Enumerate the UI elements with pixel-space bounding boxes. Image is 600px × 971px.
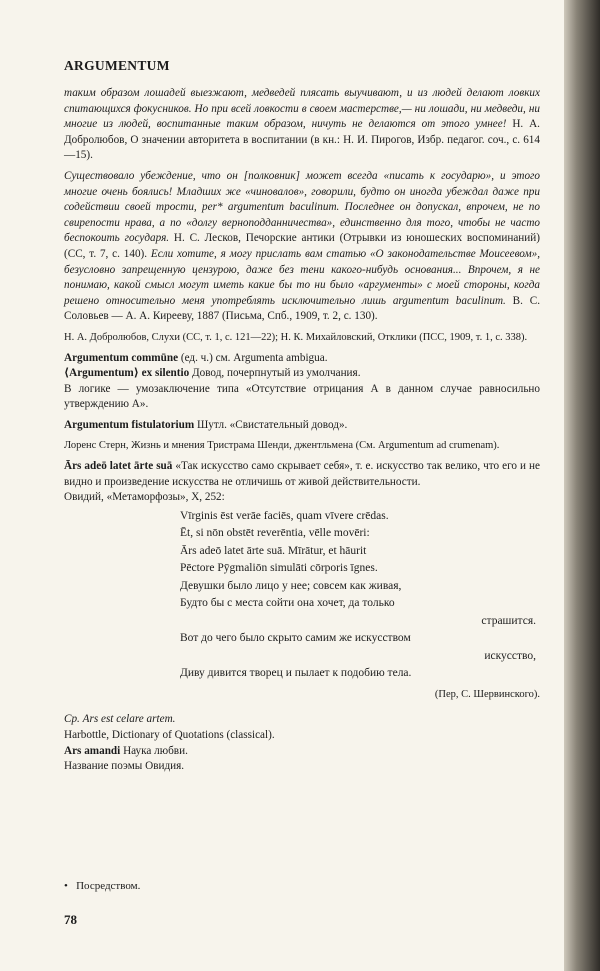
verse-line: Pēctore Pӯgmaliōn simulāti cōrporis īgnes. xyxy=(180,562,378,575)
page-number: 78 xyxy=(64,912,77,927)
verse-line: Ārs adeō latet ārte suā. Mīrātur, et hāurit xyxy=(180,544,367,557)
footnote-marker: • xyxy=(64,880,77,892)
verse-line: искусство, xyxy=(484,649,536,662)
entry-term: Argumentum fistulatorium xyxy=(64,418,195,431)
entry-term: Ars amandi xyxy=(64,744,121,757)
harbottle-reference: Harbottle, Dictionary of Quotations (classical). xyxy=(64,729,275,742)
quote-text: таким образом лошадей выезжают, медведей плясать выучивают, и из людей делают ловких спитающихся фокусников. Но при всей ловкости в своем мастерстве,— ни лошади, ни медведи, ни многие из людей, воспитанные таким образом, ничуть не делаются от этого умнее! xyxy=(64,87,540,131)
verse-line: страшится. xyxy=(481,614,536,627)
verse-line: Девушки было лицо у нее; совсем как живая, xyxy=(180,579,402,592)
entry-argumentum-commune xyxy=(64,351,540,367)
entry-term: Ārs adeō latet ārte suā xyxy=(64,460,173,473)
entry-fistulatorium xyxy=(64,418,540,434)
entry-ars-adeo xyxy=(64,459,540,490)
entry-text: «Так искусство само скрывает себя», т. е. искусство так велико, что его и не видно и произведение искусства не отличишь от живой действительности. xyxy=(64,460,540,488)
quote-text: Если хотите, я могу прислать вам статью «О законодательстве Моисеевом», безусловно запрещенную цензурою, даже без тени какого-нибудь основания... Впрочем, я не понимаю, какой смысл могут иметь какие бы то ни было «аргументы» с моей стороны, когда решено относительно меня употреблять исключительно лишь argumentum baculinum. xyxy=(64,247,541,307)
entry-text: Довод, почерпнутый из умолчания. xyxy=(189,367,361,380)
entry-term: ⟨Argumentum⟩ ex silentio xyxy=(64,367,190,380)
sterne-reference: Лоренс Стерн, Жизнь и мнения Тристрама Шенди, джентльмена (См. Argumentum ad crumenam). xyxy=(64,440,500,452)
entry-cf: Ср. Ars est celare artem. xyxy=(64,713,176,726)
poem-title-note: Название поэмы Овидия. xyxy=(64,760,185,773)
verse-line: Диву дивится творец и пылает к подобию тела. xyxy=(180,667,412,680)
paragraph-dobrolyubov xyxy=(64,86,540,164)
citation: В. С. Соловьев — А. А. Кирееву, 1887 (Письма, Спб., 1909, т. 2, с. 130). xyxy=(64,294,540,323)
verse-line: Ēt, si nōn obstēt reverēntia, vēlle movēri: xyxy=(180,527,370,540)
entry-text: Шутл. «Свистательный довод». xyxy=(194,418,348,431)
paragraph-leskov xyxy=(64,169,540,325)
entry-text: (ед. ч.) см. Argumenta ambigua. xyxy=(178,351,328,364)
page-content xyxy=(64,58,540,775)
entry-term: Argumentum commūne xyxy=(64,351,179,364)
footnote-text: Посредством. xyxy=(76,880,141,892)
quote-text: Существовало убеждение, что он [полковник] может всегда «писать к государю», и этого многие очень боялись! Младших же «чиновалов», говорили, будто он иногда убеждал даже при содействии своей трости, per* argumentum baculinum. Последнее он допускал, впрочем, не по свирепости нрава, а по «долгу верноподданничества», единственно для того, чтобы не часто беспокоить государя. xyxy=(64,169,540,245)
book-spine-shadow xyxy=(564,0,600,971)
footnote xyxy=(64,880,140,892)
verse-line: Vīrginis ēst verāe faciēs, quam vīvere crēdas. xyxy=(180,509,389,522)
verse-line: Вот до чего было скрыто самим же искусством xyxy=(180,632,411,645)
entry-ars-amandi xyxy=(64,744,540,760)
verse-block xyxy=(180,508,540,683)
entry-logic-note: В логике — умозаключение типа «Отсутствие отрицания А в данном случае равносильно утверждению А». xyxy=(64,382,540,411)
citation: Н. А. Добролюбов, О значении авторитета в воспитании (в кн.: Н. И. Пирогов, Избр. педагог. соч., с. 614—15). xyxy=(64,118,540,162)
translator-credit: (Пер, С. Шервинского). xyxy=(434,688,540,700)
reference-note: Н. А. Добролюбов, Слухи (СС, т. 1, с. 121—22); Н. К. Михайловский, Отклики (ПСС, 1909, т. 1, с. 338). xyxy=(64,331,528,343)
verse-line: Будто бы с места сойти она хочет, да только xyxy=(180,597,395,610)
running-header: ARGUMENTUM xyxy=(64,58,170,73)
entry-ex-silentio xyxy=(64,366,540,382)
ovid-reference: Овидий, «Метаморфозы», X, 252: xyxy=(64,491,225,504)
entry-text: Наука любви. xyxy=(120,744,188,757)
citation: Н. С. Лесков, Печорские антики (Отрывки из юношеских воспоминаний) (СС, т. 7, с. 140). xyxy=(64,232,540,260)
